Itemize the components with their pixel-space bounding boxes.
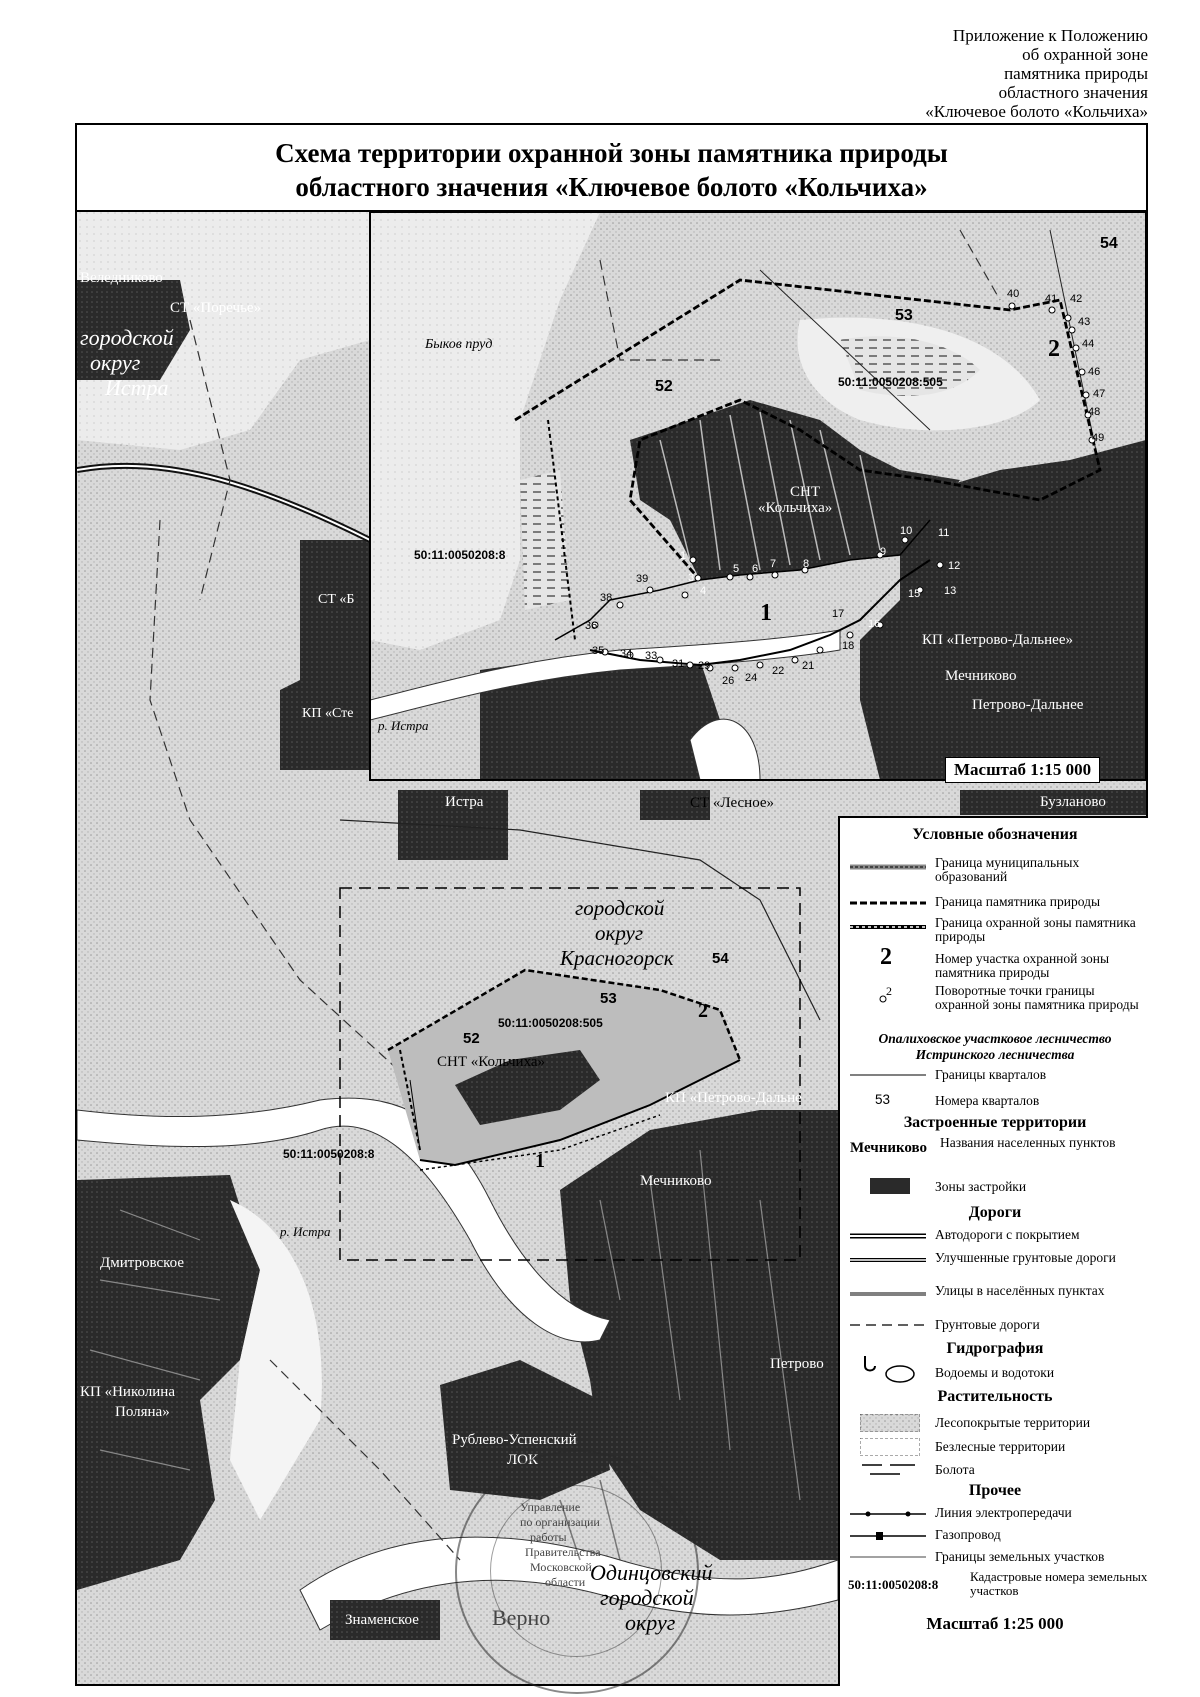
inset-point-8: 8 [803,558,810,570]
legend-other-1: Газопровод [935,1527,1001,1542]
header-note-line: памятника природы [1004,64,1148,83]
inset-point-26: 26 [722,675,735,687]
legend-quarter-bounds: Границы кварталов [935,1067,1047,1082]
stamp-line-c: работы [530,1530,567,1544]
header-note-line: областного значения [998,83,1148,102]
legend-scale: Масштаб 1:25 000 [926,1614,1064,1633]
legend-hydro: Водоемы и водотоки [935,1365,1055,1380]
inset-zone-1: 1 [760,600,772,626]
inset-point-36: 36 [585,620,598,632]
zone-border-symbol [848,922,928,932]
inset-point-9: 9 [880,546,887,558]
turn-point-number: 2 [886,984,892,998]
ov-st-lesnoe: СТ «Лесное» [690,795,775,811]
inset-point-10: 10 [900,525,913,537]
land-plot-symbol [848,1554,928,1560]
inset-point-34: 34 [620,648,633,660]
legend-zone-number: Номер участка охранной зоны памятника природы [935,951,1110,980]
inset-river-istra: р. Истра [378,718,429,733]
ov-kp-nik-2: Поляна» [115,1404,170,1420]
inset-point-22: 22 [772,665,785,677]
stamp-line-b: по организации [520,1515,600,1529]
ov-veledn: Веледниково [80,270,163,286]
inset-cadastral-8: 50:11:0050208:8 [414,548,506,562]
legend-other-0: Линия электропередачи [935,1505,1072,1520]
inset-point-47: 47 [1093,388,1106,400]
legend-monument: Граница памятника природы [935,894,1101,909]
legend-veg-2: Болота [935,1462,975,1477]
stamp-line-e: Московской [530,1560,592,1574]
inset-point-48: 48 [1088,406,1101,418]
legend-other-title: Прочее [968,1482,1022,1499]
inset-point-4: 4 [700,585,707,597]
inset-point-43: 43 [1078,316,1091,328]
legend-forestry-2: Истринского лесничества [915,1047,1075,1062]
legend-built-zones: Зоны застройки [935,1179,1027,1194]
inset-point-40: 40 [1007,288,1020,300]
legend-built-title: Застроенные территории [903,1114,1087,1131]
ov-istra: Истра [445,794,484,810]
legend-veg-0: Лесопокрытые территории [935,1415,1091,1430]
legend-other-2: Границы земельных участков [935,1549,1105,1564]
legend-roads-title: Дороги [968,1204,1022,1221]
inset-kp-petrovo: КП «Петрово-Дальнее» [922,632,1073,648]
inset-scale: Масштаб 1:15 000 [945,757,1100,783]
stamp-line-f: области [545,1575,586,1589]
ov-r-istra: р. Истра [280,1224,331,1239]
ov-odin-2: городской [600,1585,694,1610]
ov-cad505: 50:11:0050208:505 [498,1016,603,1030]
ov-go-istra-3: Истра [105,375,169,400]
inset-point-5: 5 [733,563,740,575]
ov-dmitrovskoe: Дмитровское [100,1255,185,1271]
open-land-symbol [860,1438,920,1456]
ov-odin-1: Одинцовский [590,1560,713,1585]
inset-quarter-54: 54 [1100,235,1118,252]
legend-quarter-nums: Номера кварталов [935,1093,1040,1108]
ov-q53: 53 [600,990,617,1007]
ov-go-kr-1: городской [575,896,665,920]
inset-point-16: 16 [868,618,881,630]
stamp-line-a: Управление [520,1500,581,1514]
ov-q52: 52 [463,1030,480,1047]
title-line-1: Схема территории охранной зоны памятника природы [275,138,948,168]
municipal-border-symbol [848,862,928,872]
inset-quarter-53: 53 [895,307,913,324]
inset-map [370,212,1146,780]
gas-pipeline-symbol [848,1532,928,1540]
header-note-line: «Ключевое болото «Кольчиха» [925,102,1148,121]
legend-forestry-1: Опалиховское участковое лесничество [878,1031,1112,1046]
legend-road-3: Грунтовые дороги [935,1317,1040,1332]
legend-municipal: Граница муниципальных образований [935,855,1080,884]
legend-veg-title: Растительность [937,1388,1053,1405]
ov-znamenskoe: Знаменское [345,1612,419,1628]
stamp-line-d: Правительства [525,1545,601,1559]
inset-point-35: 35 [592,645,605,657]
ov-kp-ste: КП «Сте [302,706,354,721]
inset-point-12: 12 [948,560,961,572]
inset-point-17: 17 [832,608,845,620]
ov-go-kr-3: Красногорск [560,946,674,970]
ov-kp-nik-1: КП «Николина [80,1384,175,1400]
inset-point-7: 7 [770,558,777,570]
built-zone-symbol [870,1178,910,1194]
inset-point-6: 6 [752,563,759,575]
legend-title: Условные обозначения [912,826,1078,843]
ov-zone-1: 1 [535,1150,545,1172]
ov-rublevo-2: ЛОК [507,1452,539,1468]
ov-snt: СНТ «Кольчиха» [437,1054,546,1070]
street-symbol [848,1290,928,1298]
power-line-symbol [848,1510,928,1518]
quarter-num-symbol: 53 [875,1092,891,1107]
legend-road-0: Автодороги с покрытием [935,1227,1080,1242]
inset-point-49: 49 [1092,432,1105,444]
legend-panel [838,816,1148,1686]
legend-road-1: Улучшенные грунтовые дороги [935,1250,1116,1265]
bog-symbol [860,1460,920,1480]
ov-go-istra-2: округ [90,350,141,375]
inset-point-39: 39 [636,573,649,585]
inset-point-24: 24 [745,672,758,684]
legend-settlement-names: Названия населенных пунктов [940,1135,1116,1150]
legend-road-2: Улицы в населённых пунктах [935,1283,1105,1298]
inset-point-44: 44 [1082,338,1095,350]
inset-point-15: 15 [908,588,921,600]
inset-quarter-52: 52 [655,378,673,395]
ov-q54: 54 [712,950,729,967]
ov-go-istra-1: городской [80,325,174,350]
inset-point-38: 38 [600,592,613,604]
stamp-verno: Верно [492,1605,551,1630]
zone-number-symbol: 2 [880,944,892,970]
cadastral-symbol: 50:11:0050208:8 [848,1577,939,1592]
inset-bykov-prud: Быков пруд [425,337,493,352]
inset-point-33: 33 [645,650,658,662]
header-note-line: об охранной зоне [1022,45,1148,64]
ov-st-poreche: СТ «Поречье» [170,300,262,316]
legend-hydro-title: Гидрография [946,1340,1044,1357]
legend-veg-1: Безлесные территории [935,1439,1066,1454]
ov-zone-2: 2 [698,1000,708,1022]
inset-snt-label: СНТ [790,484,820,500]
ov-buzlanovo: Бузланово [1040,794,1106,810]
title-line-2: областного значения «Ключевое болото «Кольчиха» [295,172,928,202]
ov-odin-3: округ [625,1610,676,1635]
improved-road-symbol [848,1256,928,1264]
ov-st-b: СТ «Б [318,592,355,607]
inset-point-3: 3 [688,572,695,584]
water-symbol [860,1352,920,1388]
dirt-road-symbol [848,1322,928,1328]
inset-point-1: 1 [680,550,687,562]
inset-snt-name: «Кольчиха» [758,500,833,516]
inset-zone-2: 2 [1048,336,1060,362]
ov-mechnikovo: Мечниково [640,1173,712,1189]
header-note-line: Приложение к Положению [952,26,1148,45]
forest-symbol [860,1414,920,1432]
ov-go-kr-2: округ [595,921,644,945]
paved-road-symbol [848,1232,928,1240]
inset-point-18: 18 [842,640,855,652]
inset-point-46: 46 [1088,366,1101,378]
quarter-bound-symbol [848,1072,928,1078]
ov-rublevo-1: Рублево-Успенский [452,1432,577,1448]
legend-cadastral: Кадастровые номера земельных участков [970,1569,1148,1598]
inset-petrovo-dalnee: Петрово-Дальнее [972,697,1084,713]
ov-cad8: 50:11:0050208:8 [283,1147,375,1161]
inset-point-11: 11 [938,527,950,539]
ov-kp-pd: КП «Петрово-Дальне [665,1090,802,1106]
inset-cadastral-505: 50:11:0050208:505 [838,375,943,389]
inset-mechnikovo: Мечниково [945,668,1017,684]
ov-petrovo: Петрово [770,1356,824,1372]
legend-turn-points: Поворотные точки границы охранной зоны памятника природы [935,983,1139,1012]
monument-border-symbol [848,898,928,908]
inset-point-42: 42 [1070,293,1083,305]
inset-point-21: 21 [802,660,815,672]
inset-point-31: 31 [672,658,685,670]
inset-point-13: 13 [944,585,957,597]
settlement-symbol: Мечниково [850,1140,928,1156]
inset-point-29: 29 [698,660,711,672]
inset-point-41: 41 [1045,293,1058,305]
legend-zone: Граница охранной зоны памятника природы [935,915,1136,944]
